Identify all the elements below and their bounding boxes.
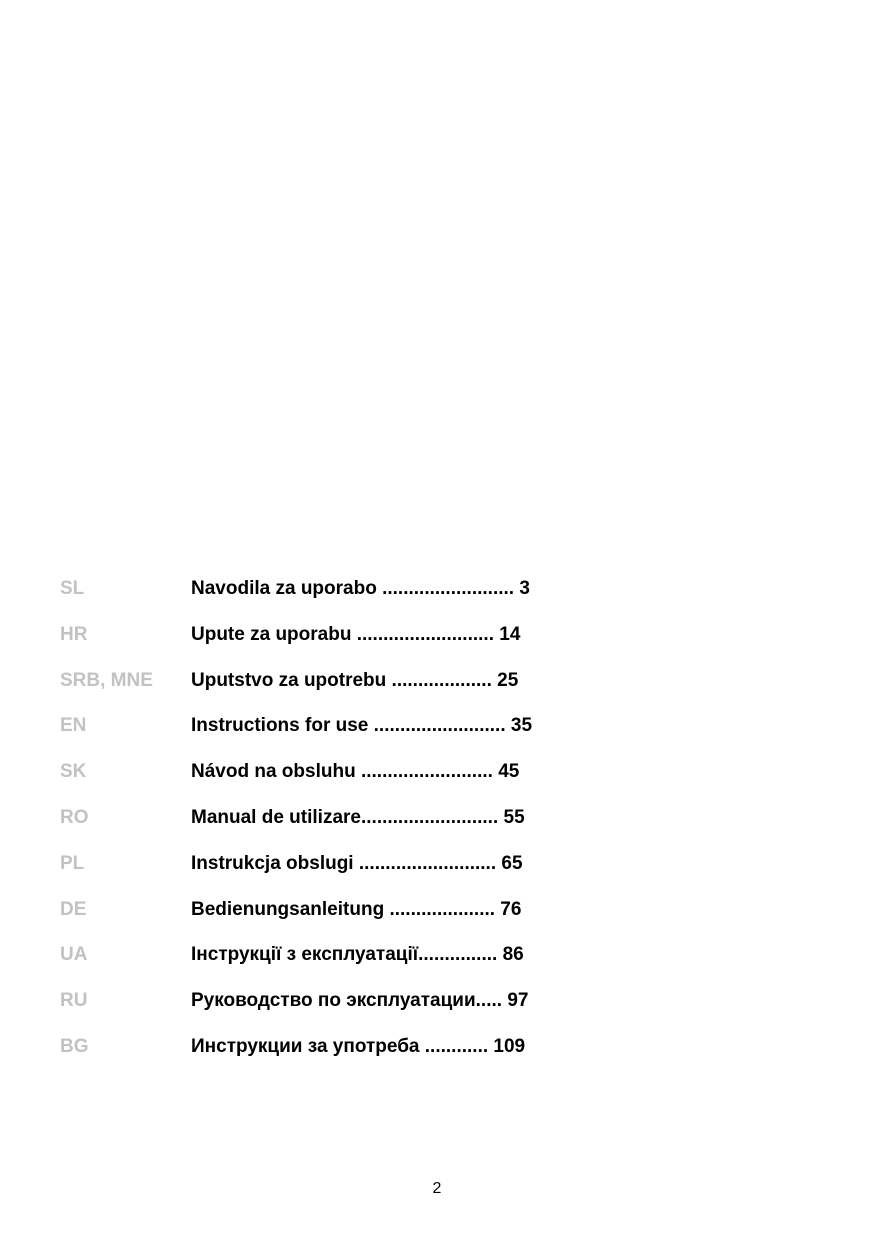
- toc-row-de[interactable]: [60, 899, 580, 945]
- toc-row-en[interactable]: [60, 715, 580, 761]
- language-code: SRB, MNE: [60, 669, 153, 691]
- language-code: RU: [60, 990, 88, 1012]
- toc-entry[interactable]: Руководство по эксплуатации..... 97: [191, 990, 529, 1012]
- toc-entry[interactable]: Instructions for use ......................... 35: [191, 715, 533, 737]
- language-code: DE: [60, 898, 87, 920]
- toc-row-bg[interactable]: [60, 1036, 580, 1082]
- language-code: EN: [60, 715, 87, 737]
- toc-row-sl[interactable]: [60, 578, 580, 624]
- language-code: UA: [60, 944, 88, 966]
- language-code: SK: [60, 761, 87, 783]
- toc-entry[interactable]: Manual de utilizare.......................... 55: [191, 806, 525, 828]
- toc-entry[interactable]: Upute za uporabu .......................... 14: [191, 623, 521, 645]
- toc-entry[interactable]: Navodila za uporabo ......................... 3: [191, 578, 530, 599]
- language-code: RO: [60, 806, 89, 828]
- toc-entry[interactable]: Instrukcja obslugi .......................... 65: [191, 852, 523, 874]
- toc-entry[interactable]: Bedienungsanleitung .................... 76: [191, 898, 522, 920]
- toc-row-srb-mne[interactable]: [60, 670, 580, 716]
- toc-entry[interactable]: Uputstvo za upotrebu ................... 25: [191, 669, 519, 691]
- language-code: HR: [60, 623, 88, 645]
- language-code: SL: [60, 578, 85, 599]
- language-code: BG: [60, 1035, 89, 1057]
- toc-row-ro[interactable]: [60, 807, 580, 853]
- page-number: 2: [432, 1180, 442, 1197]
- language-code: PL: [60, 852, 85, 874]
- toc-row-ua[interactable]: [60, 944, 580, 990]
- toc-row-ru[interactable]: [60, 990, 580, 1036]
- toc-row-pl[interactable]: [60, 853, 580, 899]
- toc-entry[interactable]: Інструкції з експлуатації............... 86: [191, 944, 524, 966]
- table-of-contents: [60, 578, 580, 1082]
- toc-row-hr[interactable]: [60, 624, 580, 670]
- toc-entry[interactable]: Инструкции за употреба ............ 109: [191, 1035, 526, 1057]
- toc-entry[interactable]: Návod na obsluhu ......................... 45: [191, 761, 520, 783]
- toc-row-sk[interactable]: [60, 761, 580, 807]
